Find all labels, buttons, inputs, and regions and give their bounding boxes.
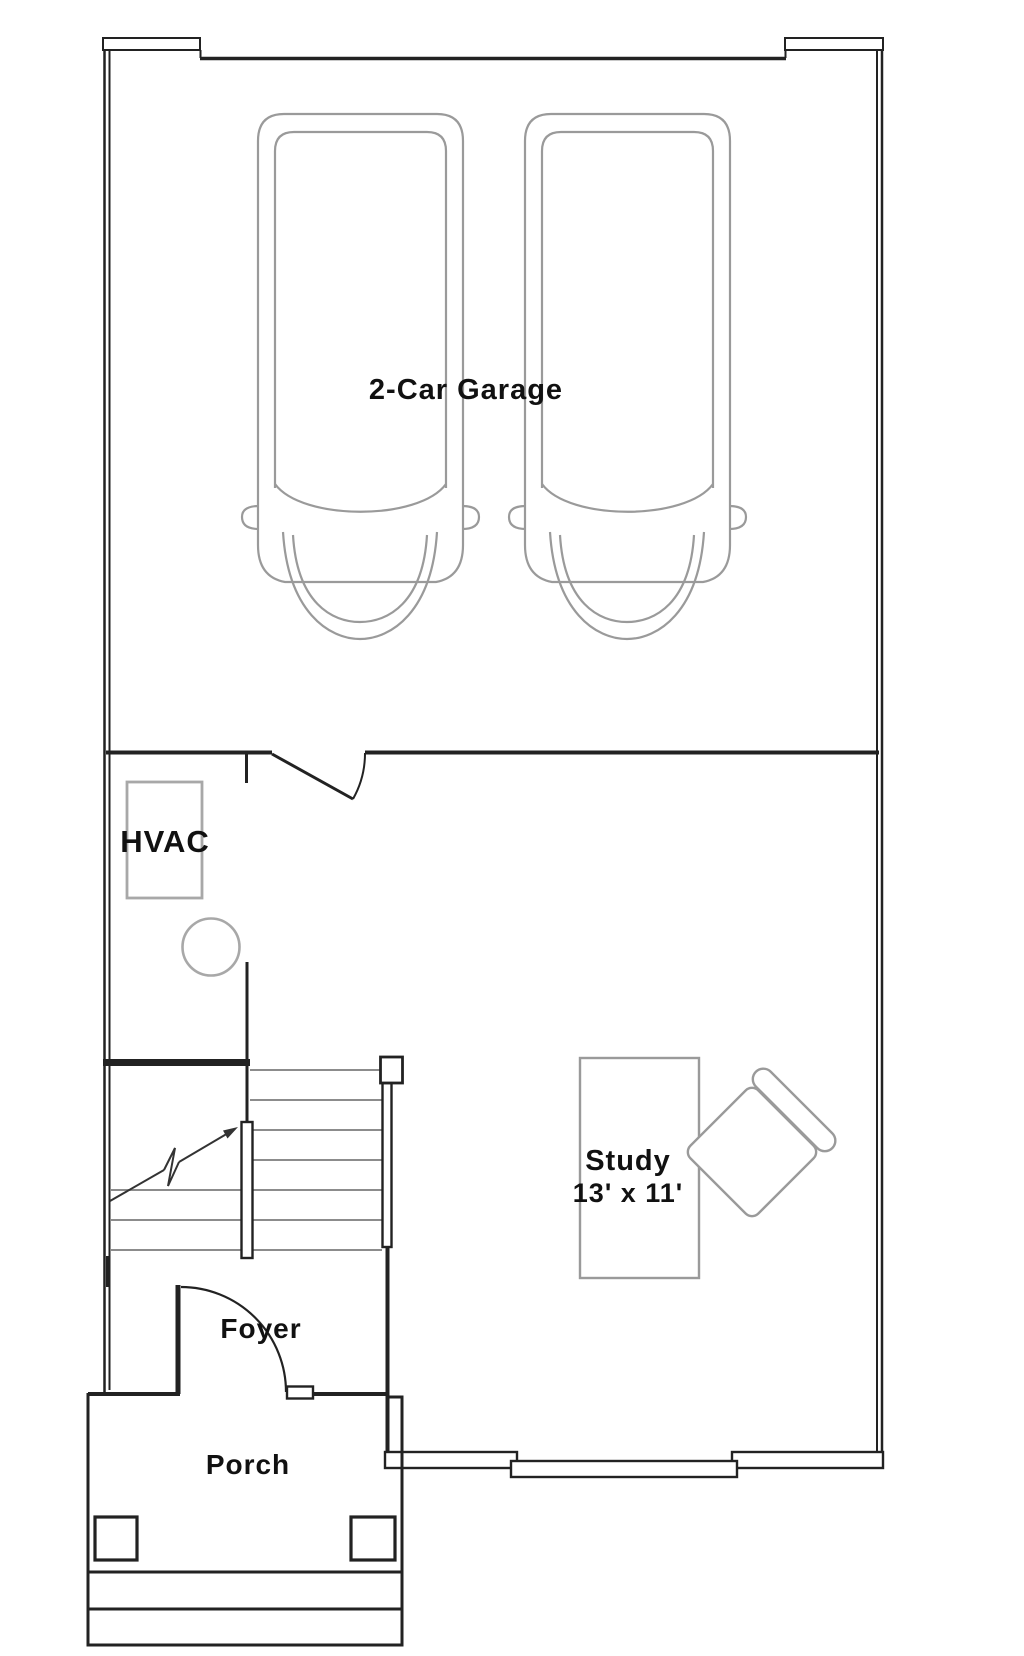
hvac-label: HVAC [120,824,210,859]
garage-entry-door [272,753,365,799]
water-heater [183,919,240,976]
porch-label: Porch [205,1449,291,1480]
garage-entry-door-swing-arc [353,753,365,799]
arrow-break-symbol [164,1148,179,1186]
front-door-leaf [176,1285,181,1394]
porch-column-left [95,1517,137,1560]
stair-center-rail [242,1122,253,1258]
hvac-closet [127,782,240,976]
stair-right-rail [383,1083,392,1247]
garage-door-jamb-left [103,38,200,50]
garage-label: 2-Car Garage [368,374,564,406]
stair-landing-wall [103,1059,250,1066]
arrow-head [223,1127,238,1139]
porch-column-right [351,1517,395,1560]
front-wall-segment-left [385,1452,517,1468]
garage-door-jamb-right [785,38,883,50]
study-window [511,1461,737,1477]
study-dimensions: 13' x 11' [572,1178,684,1208]
staircase [103,1057,403,1258]
foyer-label: Foyer [220,1313,302,1344]
front-wall-segment-right [732,1452,883,1468]
garage-door [103,38,883,59]
stair-newel-post [381,1057,403,1083]
porch [88,1393,402,1645]
study-label: Study [585,1145,671,1177]
study-chair [680,1064,840,1224]
garage-entry-door-leaf [272,754,353,799]
arrow-segment-lower [110,1170,164,1201]
front-door-threshold [287,1387,313,1399]
front-wall [385,1452,883,1477]
garage-house-wall [106,752,879,799]
foyer [88,1247,389,1468]
